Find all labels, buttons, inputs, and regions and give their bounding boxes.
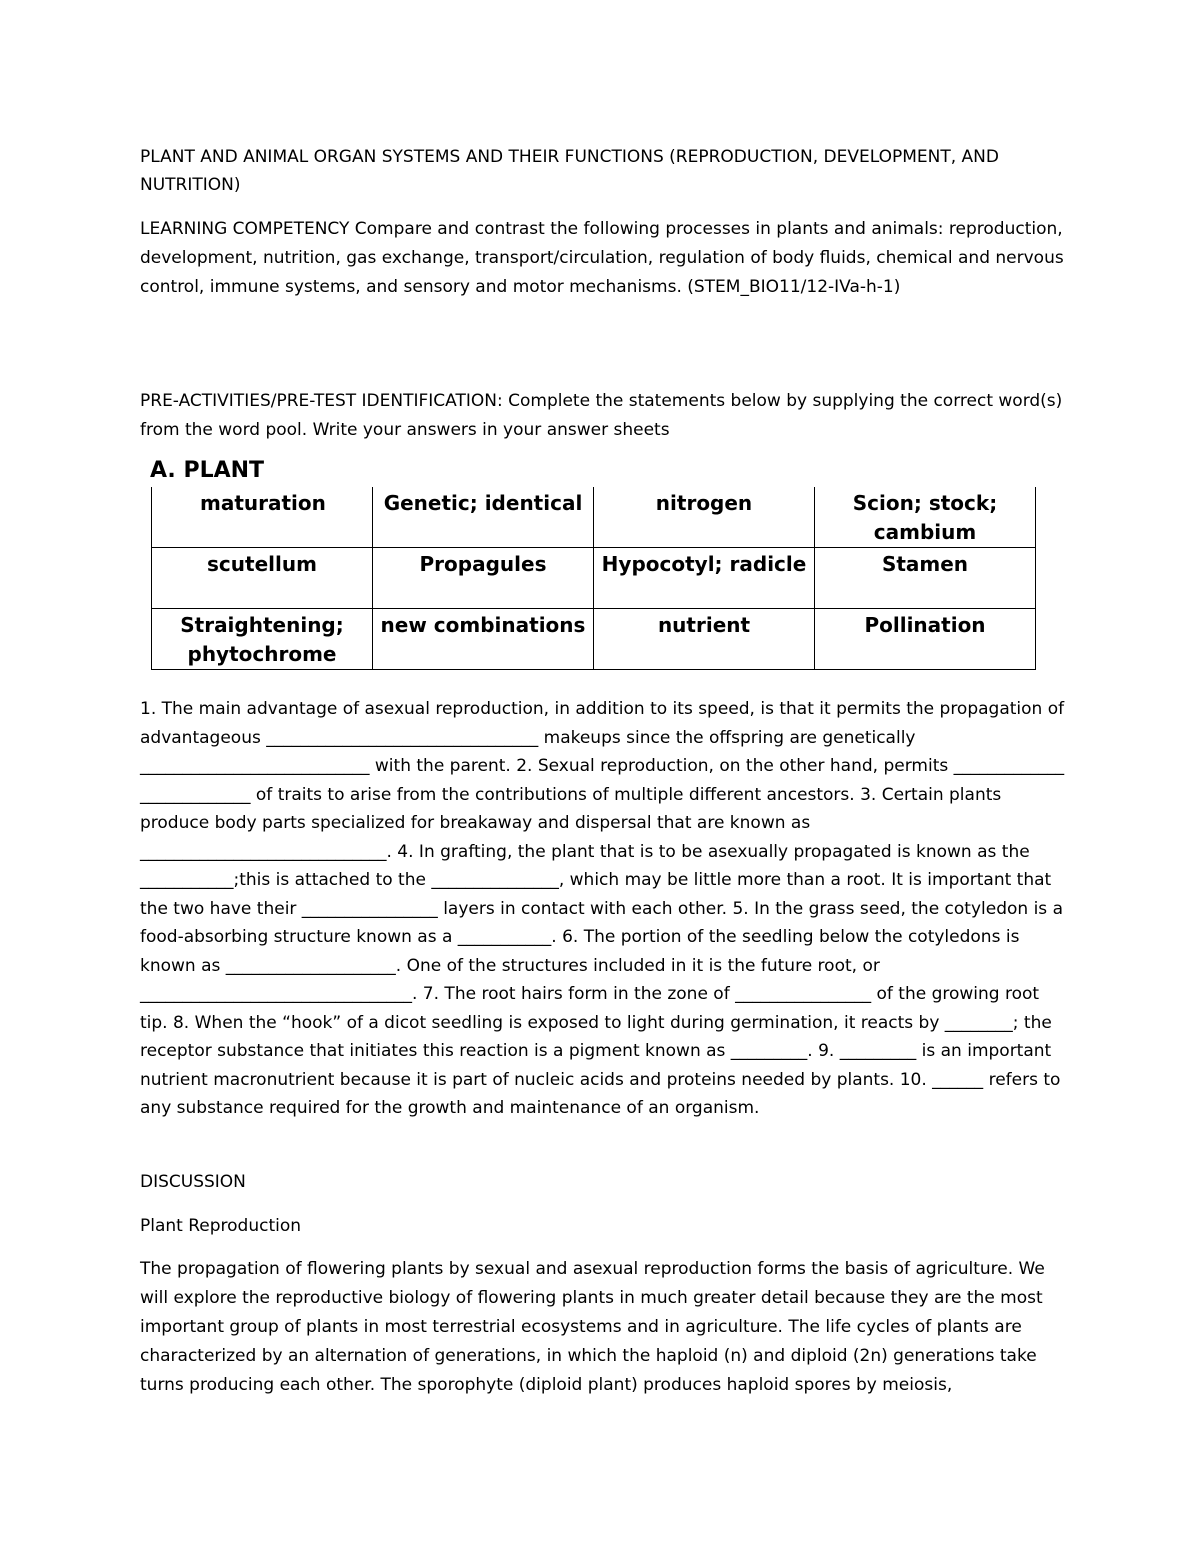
word-pool-table	[151, 487, 1036, 670]
word-pool-cell: new combinations	[373, 609, 594, 670]
word-pool-cell: Pollination	[815, 609, 1036, 670]
discussion-heading: DISCUSSION	[140, 1172, 246, 1192]
word-pool-cell: Straightening; phytochrome	[152, 609, 373, 670]
discussion-paragraph: The propagation of flowering plants by sexual and asexual reproduction forms the basis of agriculture. We will explore the reproductive biology of flowering plants in much greater detail because they are the most important group of plants in most terrestrial ecosystems and in agriculture. The life cycles of plants are characterized by an alternation of generations, in which the haploid (n) and diploid (2n) generations take turns producing each other. The sporophyte (diploid plant) produces haploid spores by meiosis,	[140, 1259, 1045, 1395]
word-pool-cell: nutrient	[594, 609, 815, 670]
fill-in-the-blank-items: 1. The main advantage of asexual reproduction, in addition to its speed, is that it permits the propagation of advantageous ________________________________ makeups since the offspring are genetically ___________________________ with the parent. 2. Sexual reproduction, on the other hand, permits _____________ _____________ of traits to arise from the contributions of multiple different ancestors. 3. Certain plants produce body parts specialized for breakaway and dispersal that are known as _____________________________. 4. In grafting, the plant that is to be asexually propagated is known as the ___________;this is attached to the _______________, which may be little more than a root. It is important that the two have their ________________ layers in contact with each other. 5. In the grass seed, the cotyledon is a food-absorbing structure known as a ___________. 6. The portion of the seedling below the cotyledons is known as ____________________. One of the structures included in it is the future root, or ________________________________. 7. The root hairs form in the zone of ________________ of the growing root tip. 8. When the “hook” of a dicot seedling is exposed to light during germination, it reacts by ________; the receptor substance that initiates this reaction is a pigment known as _________. 9. _________ is an important nutrient macronutrient because it is part of nucleic acids and proteins needed by plants. 10. ______ refers to any substance required for the growth and maintenance of an organism.	[140, 699, 1065, 1118]
plant-reproduction-subheading: Plant Reproduction	[140, 1216, 302, 1236]
word-pool-cell: Genetic; identical	[373, 487, 594, 548]
word-pool-row	[152, 487, 1036, 548]
word-pool-cell: Propagules	[373, 548, 594, 609]
word-pool-row	[152, 548, 1036, 609]
word-pool-cell: Scion; stock; cambium	[815, 487, 1036, 548]
word-pool-label: A. PLANT	[150, 458, 265, 483]
word-pool-cell: maturation	[152, 487, 373, 548]
document-title: PLANT AND ANIMAL ORGAN SYSTEMS AND THEIR FUNCTIONS (REPRODUCTION, DEVELOPMENT, AND NUTRITION)	[140, 147, 999, 195]
word-pool-cell: Stamen	[815, 548, 1036, 609]
pre-activities-instructions: PRE-ACTIVITIES/PRE-TEST IDENTIFICATION: Complete the statements below by supplying the correct word(s) from the word pool. Write your answers in your answer sheets	[140, 391, 1063, 440]
word-pool-cell: nitrogen	[594, 487, 815, 548]
learning-competency: LEARNING COMPETENCY Compare and contrast the following processes in plants and animals: reproduction, development, nutrition, gas exchange, transport/circulation, regulation of body fluids, chemical and nervous control, immune systems, and sensory and motor mechanisms. (STEM_BIO11/12-IVa-h-1)	[140, 219, 1064, 297]
word-pool-row	[152, 609, 1036, 670]
word-pool-cell: Hypocotyl; radicle	[594, 548, 815, 609]
word-pool-cell: scutellum	[152, 548, 373, 609]
